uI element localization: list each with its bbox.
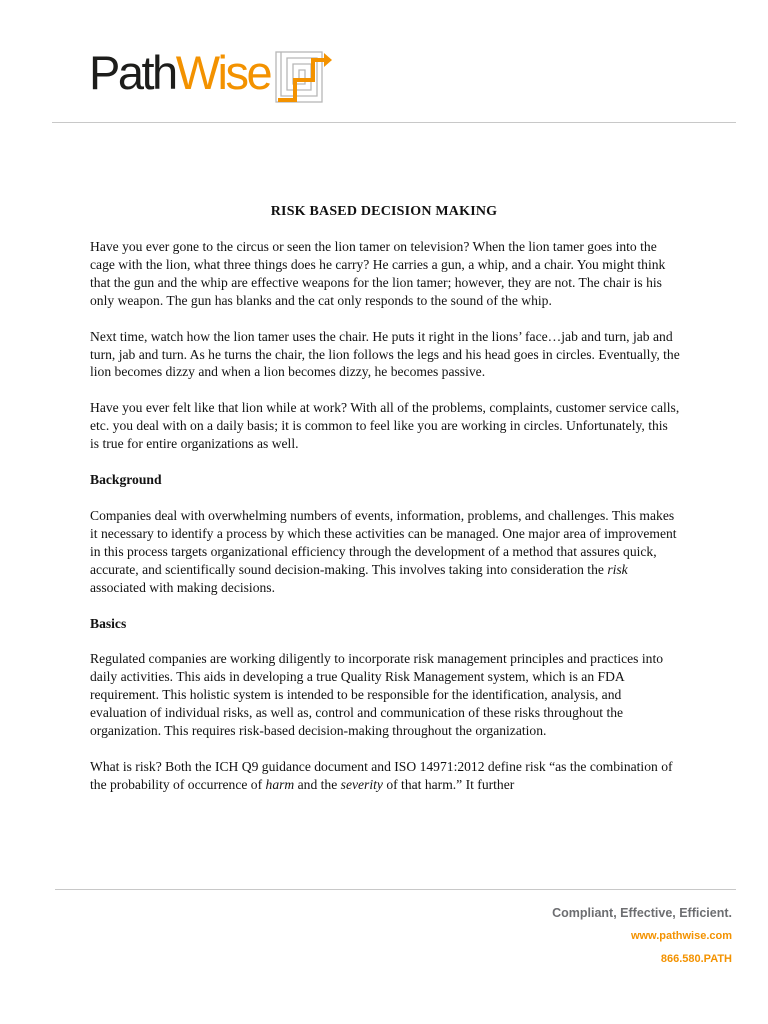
heading-basics: Basics: [90, 615, 127, 631]
basics-text-harm: harm: [265, 776, 295, 792]
background-paragraph: [90, 507, 680, 597]
basics-text-1: What is risk? Both the ICH Q9 guidance document and ISO 14971:2012 define risk “as the combination of the probability of occurrence of: [90, 758, 673, 792]
maze-icon: [275, 50, 333, 106]
intro-paragraph-1: Have you ever gone to the circus or seen the lion tamer on television? When the lion tamer goes into the cage with the lion, what three things does he carry? He carries a gun, a whip, and a chair. You might think that the gun and the whip are effective weapons for the lion tamer; however, they are not. The chair is his only weapon. The gun has blanks and the cat only responds to the sound of the whip.: [90, 239, 666, 308]
header-divider: [52, 122, 736, 123]
footer-website-link[interactable]: www.pathwise.com: [630, 930, 732, 942]
footer-tagline: Compliant, Effective, Efficient.: [552, 906, 732, 920]
document-body: [90, 238, 680, 794]
footer-phone: 866.580.PATH: [660, 953, 732, 965]
basics-paragraph-2: [90, 758, 680, 794]
basics-paragraph-1: Regulated companies are working diligently to incorporate risk management principles and practices into daily activities. This aids in developing a true Quality Risk Management system, which is an FDA requirement. This holistic system is intended to be responsible for the identification, analysis, and evaluation of individual risks, as well as, control and communication of these risks throughout the organization. This requires risk-based decision-making throughout the organization.: [90, 651, 664, 739]
footer-divider: [55, 889, 736, 890]
document-title: RISK BASED DECISION MAKING: [270, 204, 498, 219]
basics-text-3: of that harm.” It further: [382, 776, 515, 792]
pathwise-logo: [89, 40, 333, 120]
basics-text-severity: severity: [340, 776, 383, 792]
basics-text-2: and the: [294, 776, 341, 792]
background-text-risk: risk: [607, 561, 628, 577]
logo-text-path: Path: [89, 46, 176, 99]
intro-paragraph-3: Have you ever felt like that lion while at work? With all of the problems, complaints, customer service calls, etc. you deal with on a daily basis; it is common to feel like you are working in circles. Unfortunately, this is true for entire organizations as well.: [90, 400, 680, 452]
background-text-2: associated with making decisions.: [90, 579, 275, 595]
logo-text-wise: Wise: [175, 46, 271, 99]
background-text-1: Companies deal with overwhelming numbers of events, information, problems, and challenges. This makes it necessary to identify a process by which these activities can be managed. One major area of improvement in this process targets organizational efficiency through the development of a method that assures quick, accurate, and scientifically sound decision-making. This involves taking into consideration the: [90, 507, 677, 577]
heading-background: Background: [90, 472, 162, 488]
footer: [552, 905, 732, 966]
intro-paragraph-2: Next time, watch how the lion tamer uses the chair. He puts it right in the lions’ face…jab and turn, jab and turn, jab and turn. As he turns the chair, the lion follows the legs and his head goes in circles. Eventually, the lion becomes dizzy and when a lion becomes dizzy, he becomes passive.: [90, 328, 680, 380]
